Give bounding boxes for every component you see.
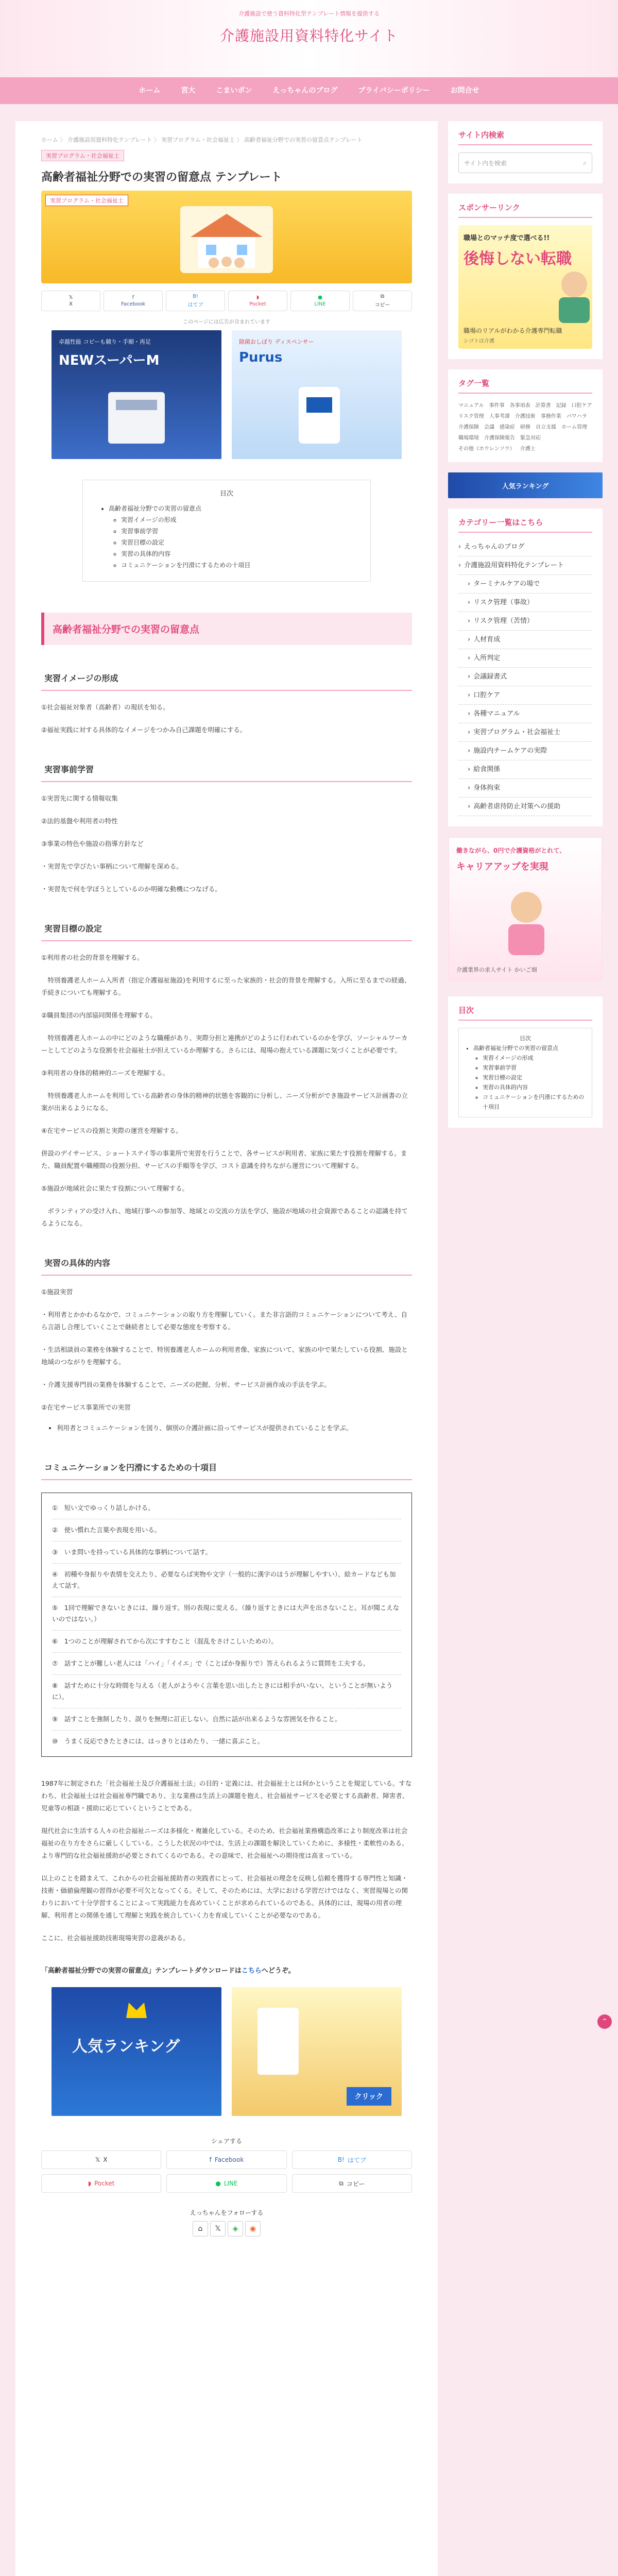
pr-note: このページには広告が含まれています xyxy=(183,319,270,325)
tag-link[interactable]: ホーム管理 xyxy=(561,425,587,430)
paragraph: ①社会福祉対象者（高齢者）の現状を知る。 xyxy=(41,703,169,711)
sidebar xyxy=(448,121,603,1128)
category-item[interactable]: › リスク管理（事故） xyxy=(458,594,592,612)
ranking-banner[interactable]: クリック xyxy=(232,1987,402,2116)
widget-title: 目次 xyxy=(458,1005,592,1021)
follow-label: えっちゃんをフォローする xyxy=(190,2209,264,2216)
share-pocket-button[interactable]: ◗ Pocket xyxy=(228,291,287,311)
paragraph: ②福祉実践に対する具体的なイメージをつかみ自己課題を明確にする。 xyxy=(41,726,247,734)
job-ad-banner[interactable]: 働きながら、0円で介護資格がとれて、 キャリアアップを実現 介護業界の求人サイト かいご畑 xyxy=(448,837,603,981)
widget-title: スポンサーリンク xyxy=(458,202,592,218)
toc-link[interactable]: 実習目標の設定 xyxy=(483,1074,522,1081)
paragraph: ②職員集団の内部協同関係を理解する。 xyxy=(41,1011,157,1019)
paragraph: 特別養護老人ホーム入所者（指定介護福祉施設)を利用するに至った家族的・社会的背景を理解する。入所に至るまでの経過、手続きについても理解する。 xyxy=(41,976,411,996)
chevron-right-icon: › xyxy=(468,673,471,681)
paragraph: 以上のことを踏まえて、これからの社会福祉援助者の実践者にとって、社会福祉の理念を反映し信頼を獲得する専門性と知識・技術・価値倫理観の習得が必要不可欠となってくる。そして、そのためには、大学における学習だけではなく、実習現場との関わりにおいて十分学習することによって実践能力を高めていくことが求められているのである。具体的には、現場の用者の理解、利用者との関係を通して理解と実践を統合していく力を育成していくことが必要なのである。 xyxy=(41,1874,408,1919)
nav-privacy[interactable]: プライバシーポリシー xyxy=(358,87,430,95)
list-item: ⑨ 話すことを強制したり、誤りを無理に訂正しない。自然に話が出来るような雰囲気を作ること。 xyxy=(52,1708,401,1731)
tag-link[interactable]: 介護保険報告 xyxy=(484,435,515,441)
nav-contact[interactable]: お問合せ xyxy=(450,87,479,95)
category-item[interactable]: › 施設内チームケアの実際 xyxy=(458,742,592,760)
list-item: ⑥ 1つのことが理解されてから次にすすむこと（混乱をさけこしいための）。 xyxy=(52,1631,401,1653)
share-pocket-button[interactable]: ◗ Pocket xyxy=(41,2174,161,2193)
category-item[interactable]: › 会議録書式 xyxy=(458,668,592,686)
paragraph: ②法的基盤や利用者の特性 xyxy=(41,817,118,825)
paragraph: 特別養護老人ホームの中にどのような職種があり、実際分担と連携がどのように行われているのかを学び、ソーシャルワーカーとしてどのような役割を社会福祉士が担えているか理解する。さらには、現場の抱えている課題に気づくことが必要です。 xyxy=(41,1034,408,1054)
facebook-icon: f xyxy=(209,2156,212,2163)
category-item[interactable]: › 介護施設用資料特化テンプレート xyxy=(458,556,592,575)
share-bottom xyxy=(41,2150,412,2193)
share-label: シェアする xyxy=(211,2138,242,2145)
toc-link[interactable]: 実習事前学習 xyxy=(483,1064,517,1071)
tag-cloud xyxy=(458,401,592,452)
breadcrumb[interactable]: ホーム 〉 介護施設用資料特化テンプレート 〉 実習プログラム・社会福祉士 〉 高齢者福祉分野での実習の留意点テンプレート xyxy=(41,137,363,143)
copy-icon: ⧉ xyxy=(380,294,385,299)
toc-link[interactable]: コミュニケーションを円滑にするための十項目 xyxy=(483,1094,585,1110)
rss-icon[interactable]: ◉ xyxy=(245,2221,261,2236)
tag-link[interactable]: 自立支援 xyxy=(536,425,556,430)
download-link[interactable]: こちら xyxy=(241,1967,262,1975)
paragraph: ①利用者の社会的背景を理解する。 xyxy=(41,954,144,961)
tag-link[interactable]: 介護保険 xyxy=(458,425,479,430)
tag-link[interactable]: 人事考課 xyxy=(489,414,510,419)
paragraph: ①施設実習 xyxy=(41,1288,73,1296)
eyecatch-image xyxy=(41,191,412,283)
category-list xyxy=(458,538,592,816)
feedly-icon[interactable]: ◈ xyxy=(228,2221,243,2236)
paragraph: ボランティアの受け入れ、地域行事への参加等、地域との交流の方法を学び、施設が地域の社会資源であることの認識を持てるようになる。 xyxy=(41,1207,408,1227)
tag-link[interactable]: その他（ホウレンソウ） xyxy=(458,446,515,452)
list-item: • 利用者とコミュニケーションを図り、個別の介護計画に沿ってサービスが提供されていることを学ぶ。 xyxy=(57,1422,412,1434)
chevron-up-icon: ⌃ xyxy=(602,2018,608,2026)
category-item[interactable]: › リスク管理（苦情） xyxy=(458,612,592,631)
widget-title: タグ一覧 xyxy=(458,378,592,394)
tag-link[interactable]: 事件事 xyxy=(489,403,505,409)
tag-link[interactable]: 介護士 xyxy=(520,446,536,452)
chevron-right-icon: › xyxy=(468,691,471,699)
tag-link[interactable]: 感染症 xyxy=(500,425,515,430)
search-input[interactable]: サイト内を検索 ⌕ xyxy=(458,152,592,173)
share-facebook-button[interactable]: f Facebook xyxy=(166,2150,286,2169)
nav-komaipon[interactable]: こまいポン xyxy=(216,87,252,95)
main-content xyxy=(15,121,438,2576)
share-copy-button[interactable]: ⧉ コピー xyxy=(292,2174,412,2193)
toc-link[interactable]: 高齢者福祉分野での実習の留意点 xyxy=(473,1045,558,1052)
category-item[interactable]: › 入所判定 xyxy=(458,649,592,668)
site-title[interactable]: 介護施設用資料特化サイト xyxy=(219,27,399,44)
tag-link[interactable]: 介護技術 xyxy=(514,414,536,419)
tags-widget xyxy=(448,369,603,462)
subsection-heading: 実習目標の設定 xyxy=(41,916,412,941)
page-title: 高齢者福祉分野での実習の留意点 テンプレート xyxy=(41,171,282,184)
x-icon: 𝕏 xyxy=(68,295,73,300)
search-widget xyxy=(448,121,603,183)
list-item: ⑧ 話すために十分な時間を与える（老人がようやく言葉を思い出したときには相手がいない、ということが無いように）。 xyxy=(52,1675,401,1708)
tag-link[interactable]: 口腔ケア xyxy=(571,403,592,409)
ad-row-top xyxy=(41,330,412,459)
widget-title: サイト内検索 xyxy=(458,129,592,145)
pocket-icon: ◗ xyxy=(256,295,260,300)
follow-icons xyxy=(41,2221,412,2236)
chevron-right-icon: › xyxy=(468,710,471,718)
tag-link[interactable]: 各事項表 xyxy=(509,403,530,409)
toc-link[interactable]: 実習目標の設定 xyxy=(121,539,165,546)
facebook-icon: f xyxy=(132,295,134,300)
tag-link[interactable]: リスク管理 xyxy=(458,414,484,419)
subsection-heading: 実習事前学習 xyxy=(41,757,412,782)
paragraph: 併設のデイサービス、ショートステイ等の事業所で実習を行うことで、各サービスが利用者、家族に果たす役割を理解する。また、職員配置や職種間の役割分担、サービスの手順等を学び、コスト意識を持ちながら運営について理解する。 xyxy=(41,1149,407,1170)
list-item: ② 使い慣れた言葉や表現を用いる。 xyxy=(52,1519,401,1541)
hatena-icon: B! xyxy=(193,294,198,299)
chevron-right-icon: › xyxy=(458,562,461,569)
list-item: ⑤ 1回で理解できないときには、繰り返す。別の表現に変える。（繰り返すときには大声を出さないこと。耳が聞こえないのではない。） xyxy=(52,1597,401,1631)
tag-link[interactable]: 事務作業 xyxy=(540,414,561,419)
tag-link[interactable]: マニュアル xyxy=(458,403,484,409)
tag-link[interactable]: 研修 xyxy=(520,425,530,430)
chevron-right-icon: › xyxy=(468,617,471,625)
chevron-right-icon: › xyxy=(468,747,471,755)
category-badge[interactable]: 実習プログラム・社会福祉士 xyxy=(41,150,124,161)
category-item[interactable]: › 身体拘束 xyxy=(458,779,592,798)
paragraph: 特別養護老人ホームを利用している高齢者の身体的精神的状態を客観的に分析し、ニーズ分析ができ施設サービス計画書の立案が出来るようになる。 xyxy=(41,1092,408,1112)
toc-link[interactable]: 実習の具体的内容 xyxy=(483,1084,528,1091)
list-item: ⑩ うまく反応できたときには、はっきりとほめたり、一緒に喜ぶこと。 xyxy=(52,1737,264,1745)
share-line-button[interactable]: ● LINE xyxy=(166,2174,286,2193)
tag-link[interactable]: 記録 xyxy=(556,403,566,409)
chevron-right-icon: › xyxy=(468,766,471,773)
tag-link[interactable]: 会議 xyxy=(484,425,494,430)
chevron-right-icon: › xyxy=(468,728,471,736)
paragraph: ③事業の特色や施設の指導方針など xyxy=(41,840,144,848)
paragraph: 現代社会に生活する人々の社会福祉ニーズは多様化・複雑化している。そのため、社会福祉業務構造改革により制度改革は社会福祉の在り方をさらに厳しくしている。こうした状況の中では、生活上の課題を解決していくために、多様性・柔軟性のある、より専門的な社会福祉援助が必要とされてくるのである。その意味で、社会福祉への期待度は高まっている。 xyxy=(41,1827,408,1859)
chevron-right-icon: › xyxy=(468,654,471,662)
sidebar-toc xyxy=(448,996,603,1128)
tag-link[interactable]: 計算書 xyxy=(535,403,551,409)
nav-blog[interactable]: えっちゃんのブログ xyxy=(272,87,338,95)
x-icon: 𝕏 xyxy=(95,2156,100,2163)
line-icon: ● xyxy=(318,295,322,300)
share-hatena-button[interactable]: B! はてブ xyxy=(292,2150,412,2169)
sponsor-widget xyxy=(448,194,603,359)
subsection-heading: 実習イメージの形成 xyxy=(41,666,412,691)
ad-banner-1[interactable]: 卓越性能 コピーも競り・手順・再足 NEWスーパーM xyxy=(52,330,221,459)
paragraph: ④在宅サービスの役割と実際の運営を理解する。 xyxy=(41,1127,182,1134)
nav-home[interactable]: ホーム xyxy=(139,87,161,95)
ranking-banner-small[interactable]: 人気ランキング xyxy=(448,472,603,498)
hatena-icon: B! xyxy=(337,2156,345,2163)
share-top xyxy=(41,291,412,311)
chevron-right-icon: › xyxy=(468,636,471,643)
chevron-right-icon: › xyxy=(458,543,461,551)
site-tagline: 介護施設で使う資料特化型テンプレート情報を提供する xyxy=(238,10,380,17)
table-of-contents xyxy=(82,480,371,582)
toc-link[interactable]: 実習事前学習 xyxy=(121,528,159,535)
paragraph: ①実習先に関する情報収集 xyxy=(41,794,118,802)
chevron-right-icon: › xyxy=(468,599,471,606)
ad-banner-2[interactable]: 除菌おしぼり ディスペンサー Purus xyxy=(232,330,402,459)
tag-link[interactable]: パワハラ xyxy=(566,414,587,419)
subsection-heading: 実習の具体的内容 xyxy=(41,1250,412,1276)
share-x-button[interactable]: 𝕏 X xyxy=(41,291,100,311)
site-header xyxy=(0,0,618,77)
paragraph: 1987年に制定された「社会福祉士及び介護福祉士法」の目的・定義には、社会福祉士とは何かということを規定している。すなわち、社会福祉士は社会福祉専門職であり、主な業務は生活上の課題を抱え、社会福祉サービスを必要とする高齢者、障害者、児童等の相談・援助に応じていくということである。 xyxy=(41,1780,412,1812)
tag-link[interactable]: 緊急対応 xyxy=(520,435,541,441)
tag-link[interactable]: 職場環境 xyxy=(458,435,479,441)
share-x-button[interactable]: 𝕏 X xyxy=(41,2150,161,2169)
paragraph: ・実習先で学びたい事柄について理解を深める。 xyxy=(41,862,183,870)
category-item[interactable]: › えっちゃんのブログ xyxy=(458,538,592,556)
toc-link[interactable]: 実習の具体的内容 xyxy=(121,550,171,557)
toc-link[interactable]: 実習イメージの形成 xyxy=(483,1055,534,1061)
category-widget xyxy=(448,509,603,826)
eyecatch-illustration xyxy=(180,206,273,273)
bullet-list xyxy=(57,1422,412,1434)
paragraph: ・実習先で何を学ぼうとしているのか明確な動機につなげる。 xyxy=(41,885,221,893)
category-item[interactable]: › 実習プログラム・社会福祉士 xyxy=(458,723,592,742)
list-item: ⑦ 話すことが難しい老人には「ハイ」「イイエ」で（ことばか身振りで）答えられるように質問を工夫する。 xyxy=(52,1653,401,1675)
paragraph: ⑤施設が地域社会に果たす役割について理解する。 xyxy=(41,1184,188,1192)
toc-link[interactable]: コミュニケーションを円滑にするための十項目 xyxy=(121,562,251,569)
pocket-icon: ◗ xyxy=(88,2180,92,2187)
chevron-right-icon: › xyxy=(468,580,471,588)
global-nav xyxy=(0,77,618,104)
subsection-heading: コミュニケーションを円滑にするための十項目 xyxy=(41,1455,412,1480)
category-item[interactable]: › 高齢者虐待防止対策への援助 xyxy=(458,798,592,816)
line-icon: ● xyxy=(215,2180,221,2187)
sponsor-banner[interactable]: 職場とのマッチ度で選べる!! 後悔しない転職 職場のリアルがわかる介護専門転職 シゴトは介護 xyxy=(458,225,592,349)
share-line-button[interactable]: ● LINE xyxy=(290,291,350,311)
toc-title: 目次 xyxy=(219,490,233,498)
scroll-top-button[interactable] xyxy=(597,2014,612,2029)
paragraph: ②在宅サービス事業所での実習 xyxy=(41,1403,131,1411)
share-copy-button[interactable]: ⧉ コピー xyxy=(353,291,412,311)
x-icon[interactable]: 𝕏 xyxy=(210,2221,226,2236)
eyecatch-label: 実習プログラム・社会福祉士 xyxy=(45,195,128,206)
category-item[interactable]: › ターミナルケアの場で xyxy=(458,575,592,594)
section-heading: 高齢者福祉分野での実習の留意点 xyxy=(41,613,412,645)
sidebar-toc-box: 目次 • 高齢者福祉分野での実習の留意点 ◦ 実習イメージの形成 ◦ 実習事前学習 ◦ 実習目標の設定 ◦ 実習の具体的内容 ◦ コミュニケーションを円滑にするための十項目 xyxy=(458,1028,592,1117)
paragraph: ここに、社会福祉援助技術現場実習の意義がある。 xyxy=(41,1934,190,1942)
category-item[interactable]: › 人材育成 xyxy=(458,631,592,649)
share-facebook-button[interactable]: f Facebook xyxy=(104,291,163,311)
category-item[interactable]: › 給食関係 xyxy=(458,760,592,779)
paragraph: ・利用者とかかわるなかで、コミュニケーションの取り方を理解していく。また非言語的コミュニケーションについて考え、自ら言語し合理していくことで継続者として必要な態度を考察する。 xyxy=(41,1311,408,1331)
share-hatena-button[interactable]: B! はてブ xyxy=(166,291,225,311)
chevron-right-icon: › xyxy=(468,784,471,792)
ad-row-bottom xyxy=(41,1987,412,2116)
widget-title: カテゴリー一覧はこちら xyxy=(458,517,592,533)
paragraph: ・介護支援専門員の業務を体験することで、ニーズの把握、分析、サービス計画作成の手法を学ぶ。 xyxy=(41,1381,331,1388)
toc-link[interactable]: 実習イメージの形成 xyxy=(121,516,177,523)
paragraph: ・生活相談員の業務を体験することで、特別養護老人ホームの利用者像、家族について、家族の中で果たしている役割、施設と地域のつながりを理解する。 xyxy=(41,1346,408,1366)
chevron-right-icon: › xyxy=(468,803,471,810)
nav-miyadai[interactable]: 宮大 xyxy=(181,87,196,95)
category-item[interactable]: › 各種マニュアル xyxy=(458,705,592,723)
list-item: ③ いま問いを持っている具体的な事柄について話す。 xyxy=(52,1541,401,1564)
list-item: ① 短い文でゆっくり話しかける。 xyxy=(52,1497,401,1519)
list-item: ④ 初種や身振りや表情を交えたり、必要ならば実物や文字（一般的に漢字のほうが理解しやすい）、絵カードなども加えて話す。 xyxy=(52,1564,401,1597)
tips-box xyxy=(41,1493,412,1757)
category-item[interactable]: › 口腔ケア xyxy=(458,686,592,705)
paragraph: ③利用者の身体的精神的ニーズを理解する。 xyxy=(41,1069,169,1077)
copy-icon: ⧉ xyxy=(339,2179,344,2187)
ranking-banner[interactable]: 人気ランキング xyxy=(52,1987,221,2116)
toc-link[interactable]: 高齢者福祉分野での実習の留意点 xyxy=(109,505,202,512)
download-note: 「高齢者福祉分野での実習の留意点」テンプレートダウンロードはこちらへどうぞ。 xyxy=(41,1967,295,1975)
home-icon[interactable]: ⌂ xyxy=(193,2221,208,2236)
search-icon[interactable]: ⌕ xyxy=(583,159,587,166)
